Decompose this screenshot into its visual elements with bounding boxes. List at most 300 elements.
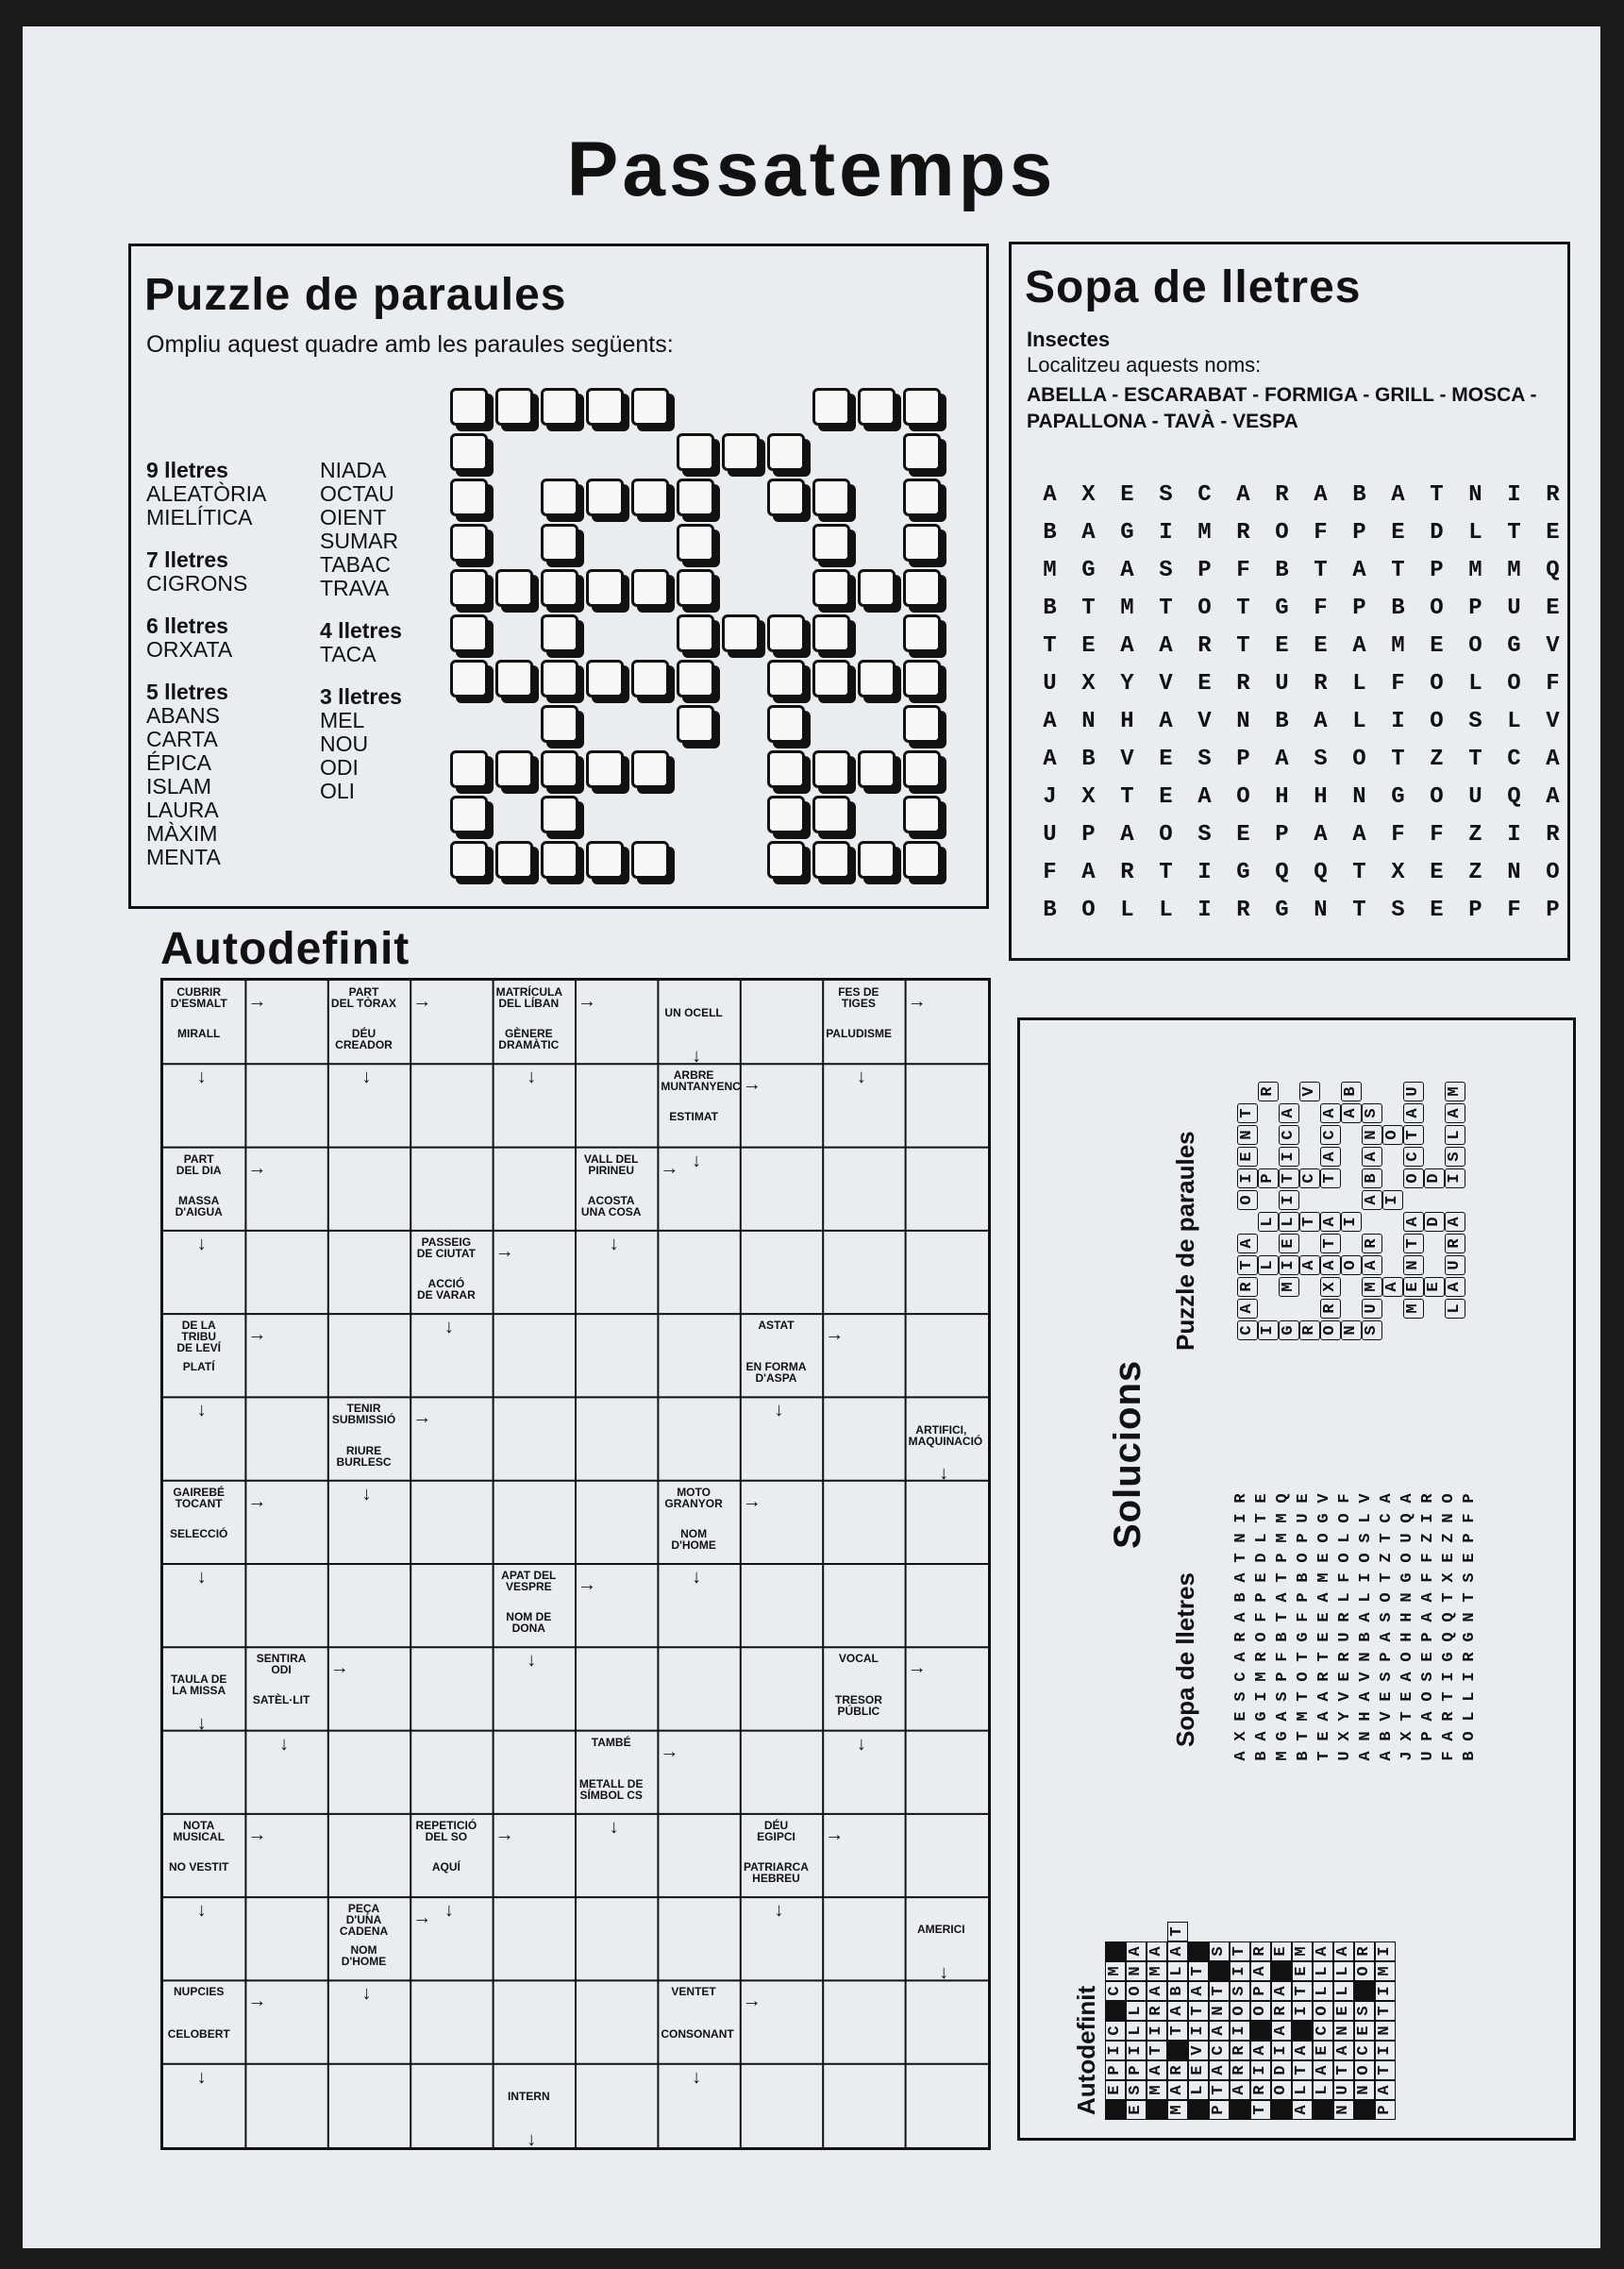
sopa-letter[interactable]: T: [1120, 784, 1134, 810]
sopa-letter[interactable]: B: [1043, 520, 1057, 546]
puzzle-cell[interactable]: [450, 569, 488, 607]
puzzle-cell[interactable]: [812, 614, 850, 652]
sopa-letter[interactable]: F: [1391, 671, 1405, 697]
sopa-letter[interactable]: Q: [1507, 784, 1521, 810]
sopa-letter[interactable]: R: [1236, 671, 1250, 697]
sopa-letter[interactable]: V: [1546, 633, 1560, 659]
sopa-letter[interactable]: M: [1043, 558, 1057, 583]
puzzle-cell[interactable]: [767, 479, 805, 516]
puzzle-cell[interactable]: [677, 479, 714, 516]
mini-letter: O: [1440, 1493, 1458, 1504]
sopa-letter[interactable]: O: [1159, 822, 1173, 848]
sopa-letter[interactable]: M: [1468, 558, 1482, 583]
puzzle-cell[interactable]: [677, 524, 714, 562]
sopa-letter[interactable]: R: [1236, 520, 1250, 546]
sopa-letter[interactable]: Z: [1430, 747, 1444, 772]
sopa-letter[interactable]: G: [1120, 520, 1134, 546]
puzzle-cell[interactable]: [903, 660, 941, 698]
puzzle-cell[interactable]: [450, 388, 488, 426]
sopa-letter[interactable]: B: [1081, 747, 1096, 772]
puzzle-cell[interactable]: [450, 479, 488, 516]
clue-arrow-icon: ↓: [196, 2066, 207, 2088]
sopa-letter[interactable]: O: [1507, 671, 1521, 697]
sopa-letter[interactable]: A: [1352, 558, 1366, 583]
sopa-letter[interactable]: N: [1352, 784, 1366, 810]
puzzle-cell[interactable]: [812, 660, 850, 698]
puzzle-cell[interactable]: [903, 614, 941, 652]
sopa-letter[interactable]: T: [1352, 860, 1366, 885]
mini-letter: I: [1147, 2021, 1167, 2041]
sopa-letter[interactable]: E: [1314, 633, 1328, 659]
sopa-letter[interactable]: L: [1468, 671, 1482, 697]
puzzle-cell[interactable]: [541, 569, 578, 607]
puzzle-cell[interactable]: [631, 841, 669, 879]
sopa-letter[interactable]: U: [1507, 596, 1521, 621]
sopa-letter[interactable]: U: [1275, 671, 1289, 697]
puzzle-cell[interactable]: [586, 660, 624, 698]
puzzle-cell[interactable]: [450, 660, 488, 698]
puzzle-cell[interactable]: [631, 479, 669, 516]
sopa-letter[interactable]: P: [1081, 822, 1096, 848]
sopa-letter[interactable]: E: [1120, 482, 1134, 508]
sopa-letter[interactable]: D: [1430, 520, 1444, 546]
sopa-letter[interactable]: A: [1314, 709, 1328, 734]
sopa-letter[interactable]: A: [1081, 520, 1096, 546]
sopa-letter[interactable]: S: [1159, 558, 1173, 583]
clue-text: ARTIFICI, MAQUINACIÓ: [908, 1422, 983, 1448]
puzzle-cell[interactable]: [858, 569, 896, 607]
sopa-letter[interactable]: G: [1275, 596, 1289, 621]
sopa-letter[interactable]: E: [1236, 822, 1250, 848]
puzzle-cell[interactable]: [812, 388, 850, 426]
sopa-letter[interactable]: Q: [1546, 558, 1560, 583]
puzzle-cell[interactable]: [903, 569, 941, 607]
mini-letter: R: [1230, 2060, 1250, 2080]
mini-letter: O: [1336, 1513, 1354, 1523]
puzzle-cell[interactable]: [495, 388, 533, 426]
clue-arrow-icon: ↓: [609, 1233, 619, 1254]
puzzle-cell[interactable]: [541, 796, 578, 833]
sopa-letter[interactable]: N: [1314, 898, 1328, 923]
puzzle-cell[interactable]: [541, 705, 578, 743]
puzzle-cell[interactable]: [858, 841, 896, 879]
sopa-letter[interactable]: U: [1043, 671, 1057, 697]
mini-letter: V: [1378, 1711, 1396, 1722]
puzzle-cell[interactable]: [903, 433, 941, 471]
clue-arrow-icon: ↓: [774, 1900, 784, 1922]
sopa-letter[interactable]: G: [1507, 633, 1521, 659]
sopa-letter[interactable]: I: [1159, 520, 1173, 546]
sopa-letter[interactable]: M: [1197, 520, 1212, 546]
sopa-letter[interactable]: F: [1043, 860, 1057, 885]
puzzle-cell[interactable]: [812, 524, 850, 562]
sopa-letter[interactable]: V: [1546, 709, 1560, 734]
sopa-letter[interactable]: T: [1507, 520, 1521, 546]
puzzle-cell[interactable]: [767, 705, 805, 743]
puzzle-cell[interactable]: [767, 750, 805, 788]
sopa-letter[interactable]: L: [1159, 898, 1173, 923]
puzzle-cell[interactable]: [495, 569, 533, 607]
mini-letter: C: [1209, 2041, 1230, 2060]
sopa-letter[interactable]: O: [1430, 709, 1444, 734]
sopa-letter[interactable]: M: [1507, 558, 1521, 583]
puzzle-cell[interactable]: [767, 614, 805, 652]
word-item: MIELÍTICA: [146, 505, 253, 529]
sopa-letter[interactable]: O: [1430, 784, 1444, 810]
sopa-letter[interactable]: I: [1197, 898, 1212, 923]
sopa-letter[interactable]: T: [1159, 596, 1173, 621]
sopa-letter[interactable]: Q: [1275, 860, 1289, 885]
sopa-letter[interactable]: S: [1197, 747, 1212, 772]
puzzle-cell[interactable]: [812, 796, 850, 833]
puzzle-cell[interactable]: [903, 705, 941, 743]
puzzle-cell[interactable]: [450, 750, 488, 788]
sopa-letter[interactable]: I: [1391, 709, 1405, 734]
mini-letter: P: [1295, 1592, 1313, 1603]
sopa-letter[interactable]: E: [1546, 596, 1560, 621]
sopa-letter[interactable]: E: [1430, 633, 1444, 659]
mini-letter: [1271, 1961, 1292, 1981]
mini-letter: N: [1333, 2100, 1354, 2120]
sopa-letter[interactable]: L: [1468, 520, 1482, 546]
puzzle-cell[interactable]: [450, 524, 488, 562]
sopa-letter[interactable]: R: [1275, 482, 1289, 508]
puzzle-cell[interactable]: [767, 433, 805, 471]
sopa-letter[interactable]: R: [1197, 633, 1212, 659]
puzzle-cell[interactable]: [767, 660, 805, 698]
sopa-letter[interactable]: E: [1081, 633, 1096, 659]
sopa-letter[interactable]: C: [1507, 747, 1521, 772]
sopa-letter[interactable]: O: [1430, 596, 1444, 621]
puzzle-cell[interactable]: [677, 705, 714, 743]
puzzle-cell[interactable]: [858, 750, 896, 788]
sopa-letter[interactable]: U: [1043, 822, 1057, 848]
puzzle-cell[interactable]: [677, 433, 714, 471]
puzzle-cell[interactable]: [586, 750, 624, 788]
sopa-letter[interactable]: A: [1159, 709, 1173, 734]
puzzle-cell[interactable]: [541, 614, 578, 652]
puzzle-cell[interactable]: [812, 750, 850, 788]
puzzle-cell[interactable]: [722, 614, 760, 652]
sopa-letter[interactable]: Y: [1120, 671, 1134, 697]
sopa-letter[interactable]: G: [1275, 898, 1289, 923]
sopa-letter[interactable]: I: [1507, 822, 1521, 848]
puzzle-cell[interactable]: [858, 388, 896, 426]
mini-letter: O: [1320, 1320, 1341, 1340]
puzzle-cell[interactable]: [722, 433, 760, 471]
clue-text: NOTA MUSICAL: [173, 1818, 226, 1843]
mini-letter: S: [1419, 1672, 1437, 1682]
mini-letter: M: [1295, 1711, 1313, 1722]
sopa-letter[interactable]: X: [1391, 860, 1405, 885]
sopa-letter[interactable]: X: [1081, 671, 1096, 697]
sopa-letter[interactable]: A: [1120, 822, 1134, 848]
puzzle-cell[interactable]: [450, 433, 488, 471]
puzzle-cell[interactable]: [631, 569, 669, 607]
sopa-letter[interactable]: B: [1275, 558, 1289, 583]
solucions-heading-wrap: [1107, 1360, 1149, 1549]
puzzle-cell[interactable]: [541, 841, 578, 879]
sopa-letter[interactable]: V: [1120, 747, 1134, 772]
puzzle-cell[interactable]: [586, 388, 624, 426]
puzzle-cell[interactable]: [495, 841, 533, 879]
sopa-letter[interactable]: P: [1352, 596, 1366, 621]
puzzle-cell[interactable]: [586, 569, 624, 607]
sopa-letter[interactable]: A: [1391, 482, 1405, 508]
mini-letter: F: [1336, 1493, 1354, 1504]
sopa-letter[interactable]: V: [1159, 671, 1173, 697]
sopa-letter[interactable]: E: [1275, 633, 1289, 659]
sopa-letter[interactable]: A: [1314, 482, 1328, 508]
clue-text: PEÇA D'UNA CADENA: [339, 1902, 389, 1939]
sopa-letter[interactable]: P: [1352, 520, 1366, 546]
mini-letter: A: [1382, 1277, 1403, 1297]
mini-letter: A: [1419, 1592, 1437, 1603]
sopa-letter[interactable]: M: [1120, 596, 1134, 621]
puzzle-cell[interactable]: [677, 569, 714, 607]
puzzle-cell[interactable]: [541, 750, 578, 788]
sopa-letter[interactable]: I: [1507, 482, 1521, 508]
sopa-letter[interactable]: T: [1352, 898, 1366, 923]
mini-letter: [1258, 1234, 1279, 1253]
puzzle-cell[interactable]: [450, 614, 488, 652]
sopa-letter[interactable]: F: [1546, 671, 1560, 697]
puzzle-cell[interactable]: [541, 660, 578, 698]
sopa-letter[interactable]: O: [1081, 898, 1096, 923]
puzzle-cell[interactable]: [541, 388, 578, 426]
sopa-letter[interactable]: B: [1391, 596, 1405, 621]
sopa-letter[interactable]: B: [1352, 482, 1366, 508]
sopa-letter[interactable]: A: [1043, 747, 1057, 772]
mini-letter: I: [1230, 2021, 1250, 2041]
sol-puzzle-grid: [1237, 1081, 1465, 1341]
puzzle-cell[interactable]: [495, 660, 533, 698]
sopa-letter[interactable]: R: [1314, 671, 1328, 697]
sopa-letter[interactable]: H: [1314, 784, 1328, 810]
sopa-letter[interactable]: A: [1043, 709, 1057, 734]
sopa-letter[interactable]: T: [1236, 633, 1250, 659]
sopa-letter[interactable]: L: [1120, 898, 1134, 923]
sopa-letter[interactable]: A: [1043, 482, 1057, 508]
sopa-letter[interactable]: A: [1314, 822, 1328, 848]
sopa-letter[interactable]: X: [1081, 482, 1096, 508]
sopa-letter[interactable]: O: [1546, 860, 1560, 885]
puzzle-cell[interactable]: [903, 524, 941, 562]
puzzle-cell[interactable]: [903, 750, 941, 788]
sopa-letter[interactable]: E: [1159, 784, 1173, 810]
mini-letter: P: [1274, 1553, 1292, 1563]
sopa-letter[interactable]: J: [1043, 784, 1057, 810]
sopa-letter[interactable]: S: [1159, 482, 1173, 508]
mini-letter: P: [1461, 1493, 1479, 1504]
sopa-letter[interactable]: F: [1314, 520, 1328, 546]
sopa-letter[interactable]: T: [1430, 482, 1444, 508]
sopa-letter[interactable]: O: [1275, 520, 1289, 546]
sopa-letter[interactable]: E: [1391, 520, 1405, 546]
sopa-letter[interactable]: N: [1081, 709, 1096, 734]
sopa-letter[interactable]: R: [1236, 898, 1250, 923]
puzzle-cell[interactable]: [586, 841, 624, 879]
sopa-letter[interactable]: T: [1159, 860, 1173, 885]
sopa-letter[interactable]: O: [1430, 671, 1444, 697]
sopa-grid[interactable]: [1030, 482, 1572, 935]
sopa-letter[interactable]: H: [1120, 709, 1134, 734]
puzzle-cell[interactable]: [677, 614, 714, 652]
sopa-letter[interactable]: F: [1391, 822, 1405, 848]
sopa-letter[interactable]: M: [1391, 633, 1405, 659]
mini-row: [1341, 1081, 1362, 1341]
autodefinit-heading: Autodefinit: [160, 924, 410, 974]
sopa-letter[interactable]: E: [1430, 898, 1444, 923]
word-group-heading: 9 lletres: [146, 458, 228, 482]
mini-letter: N: [1237, 1125, 1258, 1145]
sopa-letter[interactable]: P: [1468, 898, 1482, 923]
sopa-letter[interactable]: F: [1236, 558, 1250, 583]
sopa-letter[interactable]: T: [1043, 633, 1057, 659]
sopa-letter[interactable]: A: [1120, 633, 1134, 659]
sopa-letter[interactable]: G: [1391, 784, 1405, 810]
puzzle-cell[interactable]: [541, 524, 578, 562]
sopa-letter[interactable]: O: [1197, 596, 1212, 621]
sopa-letter[interactable]: T: [1391, 747, 1405, 772]
sopa-letter[interactable]: A: [1546, 784, 1560, 810]
mini-letter: T: [1237, 1103, 1258, 1123]
mini-letter: L: [1333, 1961, 1354, 1981]
sopa-letter[interactable]: B: [1043, 898, 1057, 923]
sopa-letter[interactable]: O: [1236, 784, 1250, 810]
mini-letter: A: [1274, 1592, 1292, 1603]
sopa-letter[interactable]: L: [1507, 709, 1521, 734]
sopa-letter[interactable]: N: [1236, 709, 1250, 734]
puzzle-cell[interactable]: [812, 479, 850, 516]
sopa-letter[interactable]: T: [1468, 747, 1482, 772]
mini-letter: L: [1292, 2080, 1313, 2100]
puzzle-cell[interactable]: [495, 750, 533, 788]
puzzle-cell[interactable]: [631, 750, 669, 788]
sopa-letter[interactable]: Z: [1468, 860, 1482, 885]
puzzle-cell[interactable]: [767, 841, 805, 879]
puzzle-cell[interactable]: [767, 796, 805, 833]
sopa-letter[interactable]: A: [1236, 482, 1250, 508]
sopa-letter[interactable]: G: [1236, 860, 1250, 885]
sopa-letter[interactable]: N: [1468, 482, 1482, 508]
sopa-letter[interactable]: B: [1275, 709, 1289, 734]
sopa-letter[interactable]: F: [1430, 822, 1444, 848]
puzzle-cell[interactable]: [631, 388, 669, 426]
puzzle-cell[interactable]: [812, 569, 850, 607]
sopa-letter[interactable]: R: [1546, 482, 1560, 508]
sopa-letter[interactable]: T: [1314, 558, 1328, 583]
sopa-letter[interactable]: B: [1043, 596, 1057, 621]
sopa-letter[interactable]: Q: [1314, 860, 1328, 885]
puzzle-cell[interactable]: [903, 479, 941, 516]
sopa-letter[interactable]: Z: [1468, 822, 1482, 848]
sopa-letter[interactable]: P: [1468, 596, 1482, 621]
mini-letter: R: [1253, 1652, 1271, 1662]
sopa-letter[interactable]: E: [1197, 671, 1212, 697]
puzzle-cell[interactable]: [677, 660, 714, 698]
clue-text: INTERN: [507, 2089, 550, 2103]
mini-letter: A: [1167, 2080, 1188, 2100]
sopa-letter[interactable]: T: [1391, 558, 1405, 583]
sopa-letter[interactable]: R: [1546, 822, 1560, 848]
sopa-letter[interactable]: E: [1430, 860, 1444, 885]
sopa-letter[interactable]: A: [1120, 558, 1134, 583]
sopa-letter[interactable]: S: [1391, 898, 1405, 923]
sopa-letter[interactable]: R: [1120, 860, 1134, 885]
mini-letter: I: [1126, 2041, 1147, 2060]
sopa-letter[interactable]: L: [1352, 671, 1366, 697]
puzzle-cell[interactable]: [586, 479, 624, 516]
sopa-letter[interactable]: T: [1236, 596, 1250, 621]
sopa-letter[interactable]: G: [1081, 558, 1096, 583]
sopa-letter[interactable]: A: [1159, 633, 1173, 659]
puzzle-cell[interactable]: [903, 796, 941, 833]
sopa-letter[interactable]: A: [1081, 860, 1096, 885]
sopa-letter[interactable]: E: [1546, 520, 1560, 546]
sopa-letter[interactable]: A: [1546, 747, 1560, 772]
sopa-letter[interactable]: U: [1468, 784, 1482, 810]
mini-letter: U: [1362, 1299, 1382, 1319]
sopa-letter[interactable]: I: [1197, 860, 1212, 885]
sopa-letter[interactable]: A: [1275, 747, 1289, 772]
clue-text: FES DE TIGES: [838, 985, 879, 1010]
sopa-letter[interactable]: O: [1352, 747, 1366, 772]
puzzle-cell[interactable]: [450, 796, 488, 833]
clue-arrow-icon: →: [660, 1740, 679, 1762]
puzzle-cell[interactable]: [903, 388, 941, 426]
sopa-letter[interactable]: E: [1159, 747, 1173, 772]
sopa-instruction: Localitzeu aquests noms:: [1027, 353, 1262, 377]
sopa-letter[interactable]: P: [1197, 558, 1212, 583]
sopa-letter[interactable]: P: [1275, 822, 1289, 848]
puzzle-cell[interactable]: [541, 479, 578, 516]
puzzle-cell[interactable]: [903, 841, 941, 879]
puzzle-cell[interactable]: [812, 841, 850, 879]
sopa-letter[interactable]: L: [1352, 709, 1366, 734]
sopa-letter[interactable]: O: [1468, 633, 1482, 659]
sopa-letter[interactable]: S: [1314, 747, 1328, 772]
puzzle-cell[interactable]: [450, 841, 488, 879]
clue-arrow-icon: ↓: [196, 1400, 207, 1421]
mini-letter: F: [1336, 1572, 1354, 1583]
puzzle-cell[interactable]: [631, 660, 669, 698]
sopa-letter[interactable]: N: [1507, 860, 1521, 885]
sopa-letter[interactable]: H: [1275, 784, 1289, 810]
sopa-letter[interactable]: P: [1546, 898, 1560, 923]
mini-letter: A: [1147, 1941, 1167, 1961]
mini-row: [1403, 1081, 1424, 1341]
clue-text: PASSEIG DE CIUTAT: [416, 1235, 476, 1260]
sopa-letter[interactable]: A: [1352, 822, 1366, 848]
sopa-letter[interactable]: T: [1081, 596, 1096, 621]
sopa-letter[interactable]: F: [1314, 596, 1328, 621]
sopa-letter[interactable]: S: [1197, 822, 1212, 848]
mini-letter: L: [1313, 1981, 1333, 2001]
sopa-letter[interactable]: X: [1081, 784, 1096, 810]
word-item: NOU: [320, 731, 369, 756]
autodefinit-grid[interactable]: [160, 978, 991, 2150]
sopa-letter[interactable]: C: [1197, 482, 1212, 508]
sopa-letter[interactable]: V: [1197, 709, 1212, 734]
sopa-letter[interactable]: P: [1430, 558, 1444, 583]
sopa-letter[interactable]: S: [1468, 709, 1482, 734]
sopa-letter[interactable]: F: [1507, 898, 1521, 923]
sopa-letter[interactable]: A: [1197, 784, 1212, 810]
sopa-letter[interactable]: A: [1352, 633, 1366, 659]
sopa-letter[interactable]: P: [1236, 747, 1250, 772]
puzzle-cell[interactable]: [858, 660, 896, 698]
